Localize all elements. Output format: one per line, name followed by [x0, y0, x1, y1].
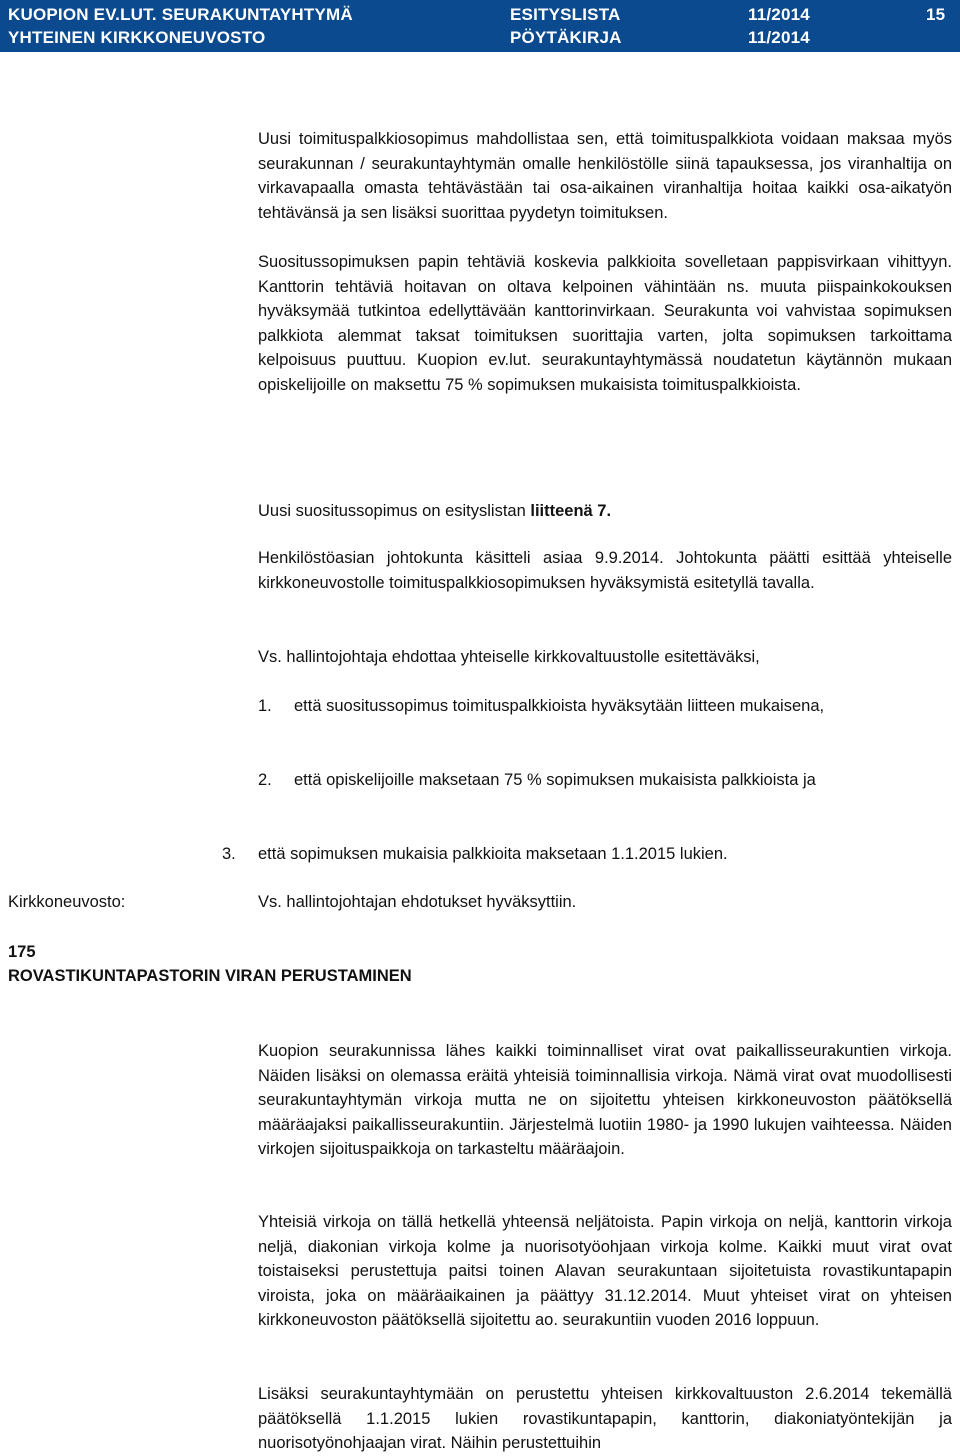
- list-item: [258, 694, 952, 719]
- list-item: [258, 768, 952, 793]
- list-text: että suositussopimus toimituspalkkioista hyväksytään liitteen mukaisena,: [294, 697, 825, 715]
- paragraph-proposal-intro: Vs. hallintojohtaja ehdottaa yhteiselle kirkkovaltuustolle esitettäväksi,: [258, 648, 760, 666]
- list-number: 3.: [222, 845, 236, 863]
- page-number: 15: [926, 5, 946, 24]
- list-text: että opiskelijoille maksetaan 75 % sopimuksen mukaisista palkkioista ja: [294, 771, 816, 789]
- attachment-text: Uusi suositussopimus on esityslistan: [258, 502, 531, 520]
- paragraph-attachment: [258, 499, 952, 524]
- section-title: ROVASTIKUNTAPASTORIN VIRAN PERUSTAMINEN: [8, 967, 412, 985]
- list-item: [222, 842, 952, 867]
- paragraph-recommendation-agreement: Suositussopimuksen papin tehtäviä koskevia palkkioita sovelletaan pappisvirkaan vihittyyn. Kanttorin tehtäviä hoitavan on oltava kelpoinen vähintään ns. muuta piispainkokouksen hyväksymää tutkintoa edellyttävään kanttorinvirkaan. Seurakunta voi vahvistaa sopimuksen palkkiota alemmat taksat toimituksen suorittajia varten, jolta sopimuksen tarkoittama kelpoisuus puuttuu. Kuopion ev.lut. seurakuntayhtymässä noudatetun käytännön mukaan opiskelijoille on maksettu 75 % sopimuksen mukaisista toimituspalkkioista.: [258, 253, 952, 394]
- paragraph-shared-offices: Kuopion seurakunnissa lähes kaikki toiminnalliset virat ovat paikallisseurakuntien virkoja. Näiden lisäksi on olemassa eräitä yhteisiä toiminnallisia virkoja. Nämä virat ovat muodollisesti seurakuntayhtymän virkoja mutta ne on sijoitettu yhteisen kirkkoneuvoston päätöksellä määräajaksi paikallisseurakuntiin. Järjestelmä luotiin 1980- ja 1990 lukujen vaihteessa. Näiden virkojen sijoituspaikkoja on tarkasteltu määräajoin.: [258, 1042, 952, 1158]
- decision-text: Vs. hallintojohtajan ehdotukset hyväksyttiin.: [258, 893, 577, 911]
- paragraph-new-offices: Lisäksi seurakuntayhtymään on perustettu yhteisen kirkkovaltuuston 2.6.2014 tekemällä päätöksellä 1.1.2015 lukien rovastikuntapapin, kanttorin, diakoniatyöntekijän ja nuorisotyönohjaajan virat. Näihin perustettuihin: [258, 1385, 952, 1452]
- section-number: 175: [8, 943, 36, 961]
- board-name: YHTEINEN KIRKKONEUVOSTO: [8, 28, 266, 47]
- paragraph-office-count: Yhteisiä virkoja on tällä hetkellä yhteensä neljätoista. Papin virkoja on neljä, kanttorin virkoja neljä, diakonian virkoja kolme ja nuorisotyöohjaan virkoja kolme. Kaikki muut virat ovat toistaiseksi perustettuja paitsi toinen Alavan seurakuntaan sijoitetuista rovastikuntapapin viroista, joka on määräaikainen ja päättyy 31.12.2014. Muut yhteiset virat on yhteisen kirkkoneuvoston päätöksellä sijoitettu ao. seurakuntiin vuoden 2016 loppuun.: [258, 1213, 952, 1329]
- paragraph-board-handling: Henkilöstöasian johtokunta käsitteli asiaa 9.9.2014. Johtokunta päätti esittää yhteiselle kirkkoneuvostolle toimituspalkkiosopimuksen hyväksymistä esitetyllä tavalla.: [258, 549, 952, 592]
- document-type-agenda: ESITYSLISTA: [510, 5, 621, 24]
- list-number: 1.: [258, 697, 272, 715]
- document-type-minutes: PÖYTÄKIRJA: [510, 28, 622, 47]
- organization-name: KUOPION EV.LUT. SEURAKUNTAYHTYMÄ: [8, 5, 353, 24]
- issue-number-minutes: 11/2014: [748, 28, 810, 47]
- issue-number-agenda: 11/2014: [748, 5, 810, 24]
- decision-label: Kirkkoneuvosto:: [8, 893, 126, 911]
- list-text: että sopimuksen mukaisia palkkioita maksetaan 1.1.2015 lukien.: [258, 845, 728, 863]
- page-header: [0, 0, 960, 52]
- paragraph-fee-agreement: Uusi toimituspalkkiosopimus mahdollistaa sen, että toimituspalkkiota voidaan maksaa myös seurakunnan / seurakuntayhtymän omalle henkilöstölle siinä tapauksessa, jos viranhaltija on virkavapaalla omasta tehtävästään tai osa-aikainen viranhaltija hoitaa kaikki osa-aikatyön tehtävänsä ja sen lisäksi suorittaa pyydetyn toimituksen.: [258, 130, 952, 222]
- attachment-reference: liitteenä 7.: [530, 502, 612, 520]
- list-number: 2.: [258, 771, 272, 789]
